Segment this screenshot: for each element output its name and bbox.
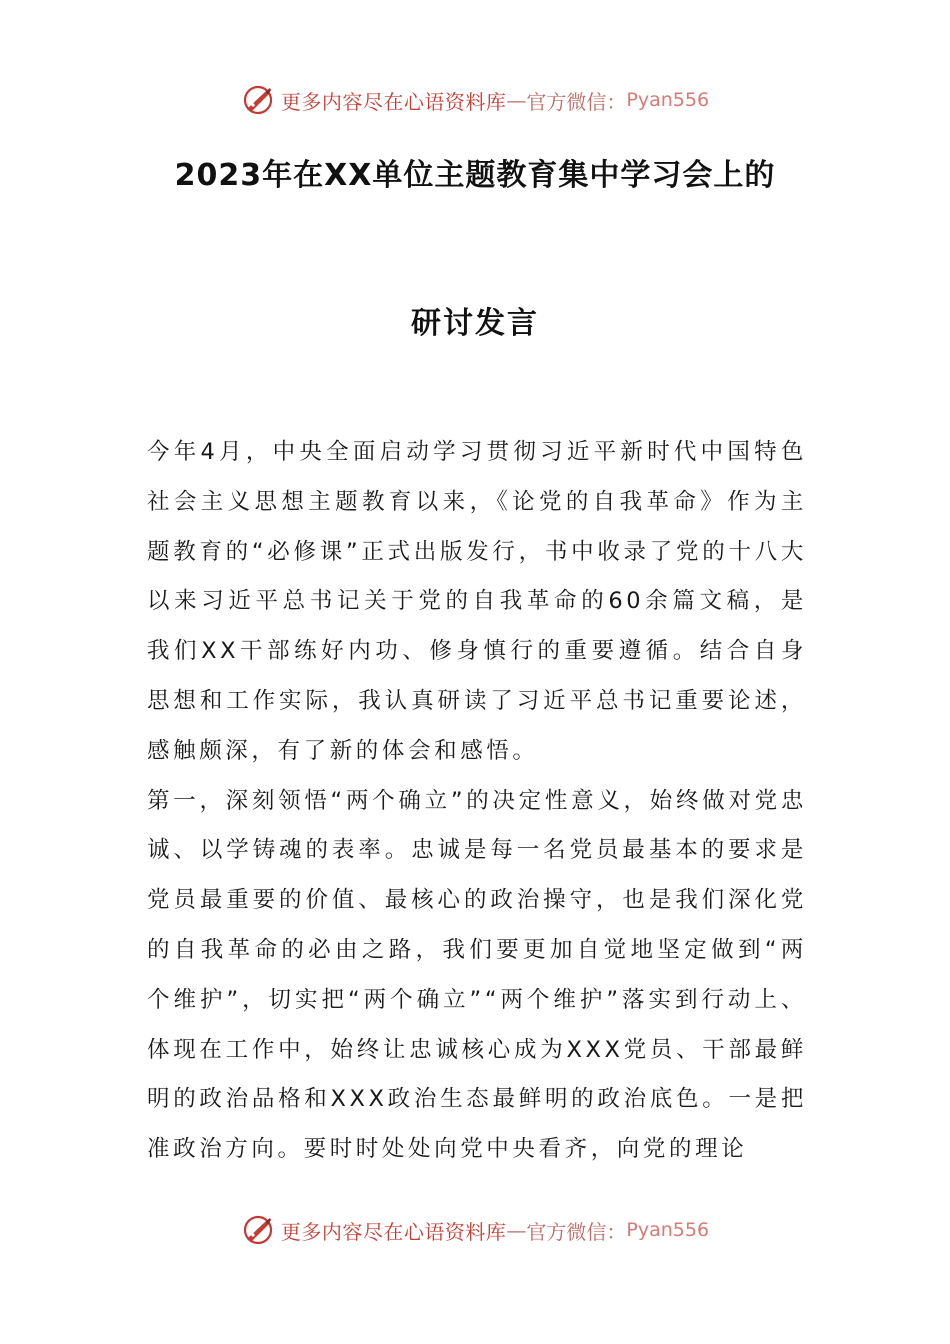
document-title-line1: 2023年在XX单位主题教育集中学习会上的 — [174, 158, 776, 193]
document-title-line2: 研讨发言 — [411, 306, 539, 341]
pen-nib-circle-icon — [241, 83, 275, 117]
footer-separator: — — [506, 1218, 527, 1242]
footer-wechat-id: Pyan556 — [626, 1219, 710, 1241]
paragraph-intro: 今年4月，中央全面启动学习贯彻习近平新时代中国特色社会主义思想主题教育以来，《论党的自我革命》作为主题教育的“必修课”正式出版发行，书中收录了党的十八大以来习近平总书记关于党的自我革命的60余篇文稿，是我们XX干部练好内功、修身慎行的重要遵循。结合自身思想和工作实际，我认真研读了习近平总书记重要论述，感触颇深，有了新的体会和感悟。 — [147, 439, 807, 764]
banner-main-text: 更多内容尽在心语资料库 — [280, 89, 507, 114]
banner-separator: — — [506, 88, 527, 112]
footer-main-text: 更多内容尽在心语资料库 — [280, 1219, 507, 1244]
pen-nib-circle-icon — [241, 1213, 275, 1247]
header-banner — [0, 80, 950, 120]
banner-wechat-id: Pyan556 — [626, 89, 710, 111]
paragraph-first-point: 第一，深刻领悟“两个确立”的决定性意义，始终做对党忠诚、以学铸魂的表率。忠诚是每一名党员最基本的要求是党员最重要的价值、最核心的政治操守，也是我们深化党的自我革命的必由之路，我们要更加自觉地坚定做到“两个维护”，切实把“两个确立”“两个维护”落实到行动上、体现在工作中，始终让忠诚核心成为XXX党员、干部最鲜明的政治品格和XXX政治生态最鲜明的政治底色。一是把准政治方向。要时时处处向党中央看齐，向党的理论 — [147, 787, 807, 1163]
document-body — [147, 428, 807, 1175]
footer-banner — [0, 1210, 950, 1250]
banner-secondary-text: 官方微信： — [526, 89, 627, 114]
footer-secondary-text: 官方微信： — [526, 1219, 627, 1244]
